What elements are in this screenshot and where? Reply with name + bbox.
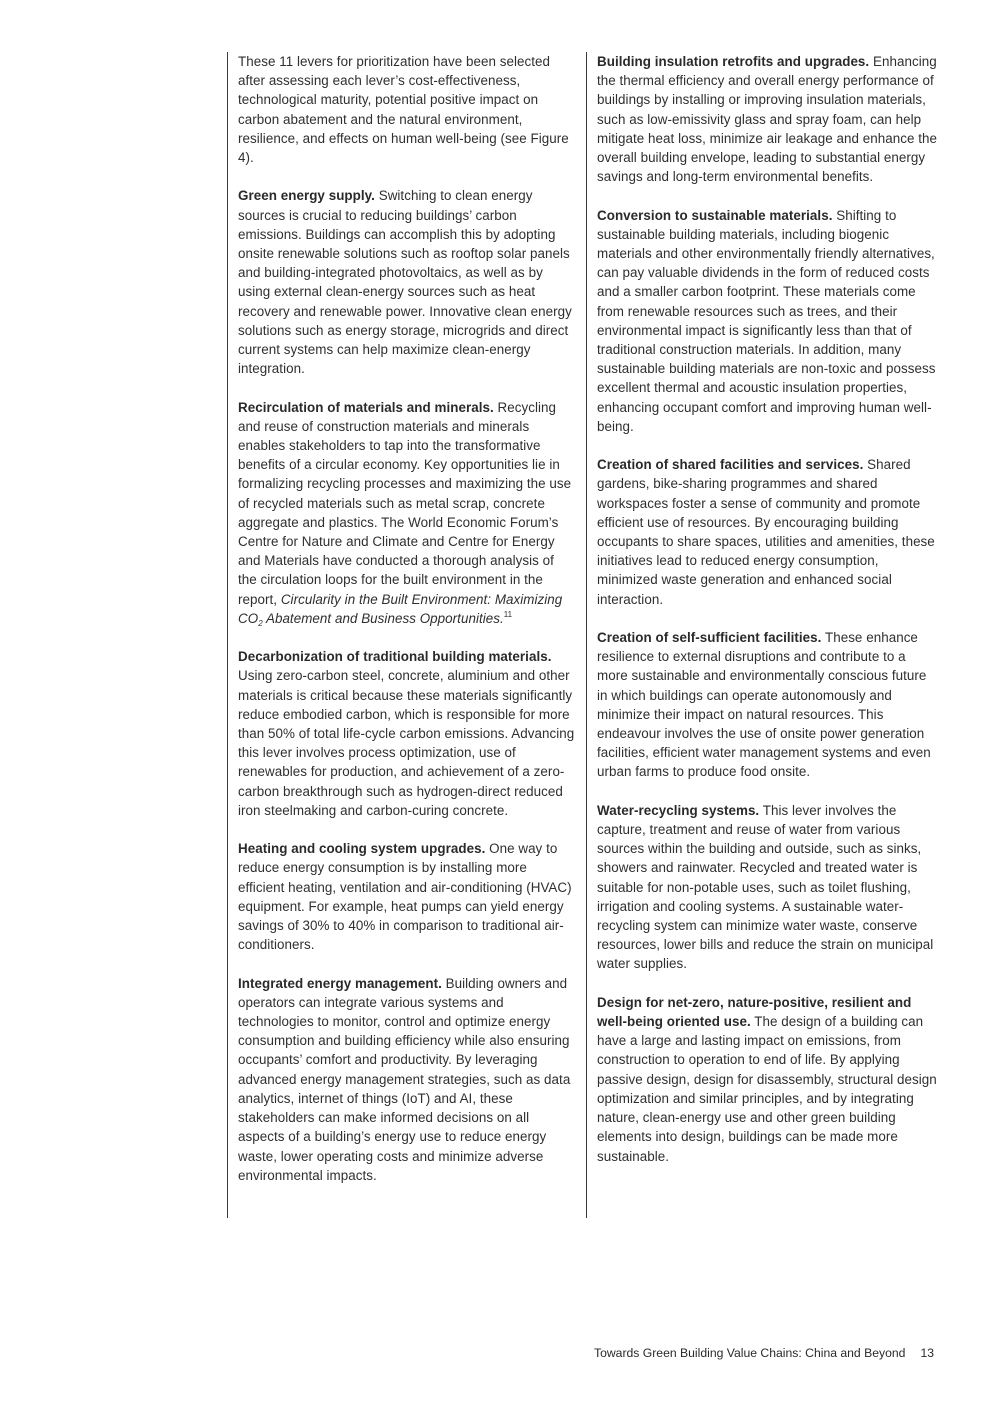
lever-body: Shifting to sustainable building materials, including biogenic materials and other environmentally friendly alternatives, can pay valuable dividends in the form of reduced costs and a smaller carbon footprint. These materials come from renewable resources such as trees, and their environmental impact is significantly less than that of traditional construction materials. In addition, many sustainable building materials are non-toxic and possess excellent thermal and acoustic insulation properties, enhancing occupant comfort and improving human well-being. — [597, 207, 936, 434]
intro-paragraph: These 11 levers for prioritization have been selected after assessing each lever’s cost-effectiveness, technological maturity, potential positive impact on carbon abatement and the natural environment, resilience, and effects on human well-being (see Figure 4). — [238, 54, 569, 166]
lever-body: These enhance resilience to external disruptions and contribute to a more sustainable and environmentally conscious future in which buildings can operate autonomously and minimize their impact on natural resources. This endeavour involves the use of onsite power generation facilities, efficient water management systems and even urban farms to produce food onsite. — [597, 630, 931, 780]
lever-decarbonization — [238, 647, 575, 820]
lever-title: Water-recycling systems. — [597, 802, 760, 818]
left-column — [227, 52, 575, 1218]
report-title-end: Abatement and Business Opportunities. — [262, 610, 504, 626]
lever-body: Enhancing the thermal efficiency and overall energy performance of buildings by installing or improving insulation materials, such as low-emissivity glass and spray foam, can help mitigate heat loss, minimize air leakage and enhance the overall building envelope, leading to substantial energy savings and long-term environmental benefits. — [597, 54, 937, 185]
lever-body: Shared gardens, bike-sharing programmes and shared workspaces foster a sense of community and promote efficient use of resources. By encouraging building occupants to share spaces, utilities and amenities, these initiatives lead to reduced energy consumption, minimized waste generation and enhanced social interaction. — [597, 457, 935, 607]
report-title: Circularity in the Built Environment: Maximizing CO — [238, 591, 563, 626]
lever-title: Design for net-zero, nature-positive, resilient and well-being oriented use. — [597, 994, 912, 1030]
lever-title: Creation of self-sufficient facilities. — [597, 630, 822, 646]
lever-insulation — [597, 52, 938, 186]
footnote-marker: 11 — [503, 609, 513, 619]
lever-title: Integrated energy management. — [238, 975, 442, 991]
lever-body: This lever involves the capture, treatment and reuse of water from various sources within the building and outside, such as sinks, showers and rainwater. Recycled and treated water is suitable for non-potable uses, such as toilet flushing, irrigation and cooling systems. A sustainable water-recycling system can minimize water waste, conserve resources, lower bills and reduce the strain on municipal water supplies. — [597, 802, 934, 972]
lever-body: Recycling and reuse of construction materials and minerals enables stakeholders to tap into the transformative benefits of a circular economy. Key opportunities lie in formalizing recycling processes and maximizing the use of recycled materials such as metal scrap, concrete aggregate and plastics. The World Economic Forum’s Centre for Nature and Climate and Centre for Energy and Materials have conducted a thorough analysis of the circulation loops for the built environment in the report, — [238, 399, 572, 607]
footer-subtitle: China and Beyond — [801, 1346, 906, 1360]
lever-title: Creation of shared facilities and services. — [597, 457, 864, 473]
lever-title: Decarbonization of traditional building materials. — [238, 649, 552, 665]
lever-self-sufficient — [597, 628, 938, 782]
lever-shared-facilities — [597, 455, 938, 609]
lever-water-recycling — [597, 801, 938, 974]
lever-body: Switching to clean energy sources is crucial to reducing buildings’ carbon emissions. Buildings can accomplish this by adopting onsite renewable solutions such as rooftop solar panels and building-integrated photovoltaics, as well as by using external clean-energy sources such as heat recovery and renewable power. Innovative clean energy solutions such as energy storage, microgrids and direct current systems can help maximize clean-energy integration. — [238, 188, 572, 377]
lever-body: One way to reduce energy consumption is by installing more efficient heating, ventilation and air-conditioning (HVAC) equipment. For example, heat pumps can yield energy savings of 30% to 40% in comparison to traditional air-conditioners. — [238, 841, 572, 953]
lever-green-energy — [238, 186, 575, 378]
subscript-2: 2 — [258, 618, 263, 628]
lever-body: The design of a building can have a large and lasting impact on emissions, from construction to operation to end of life. By applying passive design, design for disassembly, structural design optimization and similar principles, and by integrating nature, clean-energy use and other green building elements into design, buildings can be made more sustainable. — [597, 1014, 937, 1164]
page-footer — [594, 1346, 934, 1360]
lever-net-zero-design — [597, 993, 938, 1166]
lever-body: Using zero-carbon steel, concrete, aluminium and other materials is critical because these materials significantly reduce embodied carbon, which is responsible for more than 50% of total life-cycle carbon emissions. Advancing this lever involves process optimization, use of renewables for production, and achievement of a zero-carbon breakthrough such as hydrogen-direct reduced iron steelmaking and carbon-curing concrete. — [238, 668, 575, 818]
lever-title: Recirculation of materials and minerals. — [238, 399, 494, 415]
lever-title: Conversion to sustainable materials. — [597, 207, 833, 223]
lever-recirculation — [238, 398, 575, 628]
page-number: 13 — [920, 1346, 934, 1360]
lever-body: Building owners and operators can integrate various systems and technologies to monitor, control and optimize energy consumption and building efficiency while also ensuring occupants’ comfort and productivity. By leveraging advanced energy management strategies, such as data analytics, internet of things (IoT) and AI, these stakeholders can make informed decisions on all aspects of a building’s energy use to reduce energy waste, lower operating costs and minimize adverse environmental impacts. — [238, 975, 571, 1183]
lever-title: Building insulation retrofits and upgrades. — [597, 54, 870, 69]
lever-title: Heating and cooling system upgrades. — [238, 841, 486, 857]
lever-hvac — [238, 839, 575, 954]
footer-title: Towards Green Building Value Chains: — [594, 1346, 802, 1360]
lever-sustainable-materials — [597, 206, 938, 436]
right-column — [586, 52, 938, 1218]
lever-energy-management — [238, 974, 575, 1185]
lever-title: Green energy supply. — [238, 188, 375, 204]
